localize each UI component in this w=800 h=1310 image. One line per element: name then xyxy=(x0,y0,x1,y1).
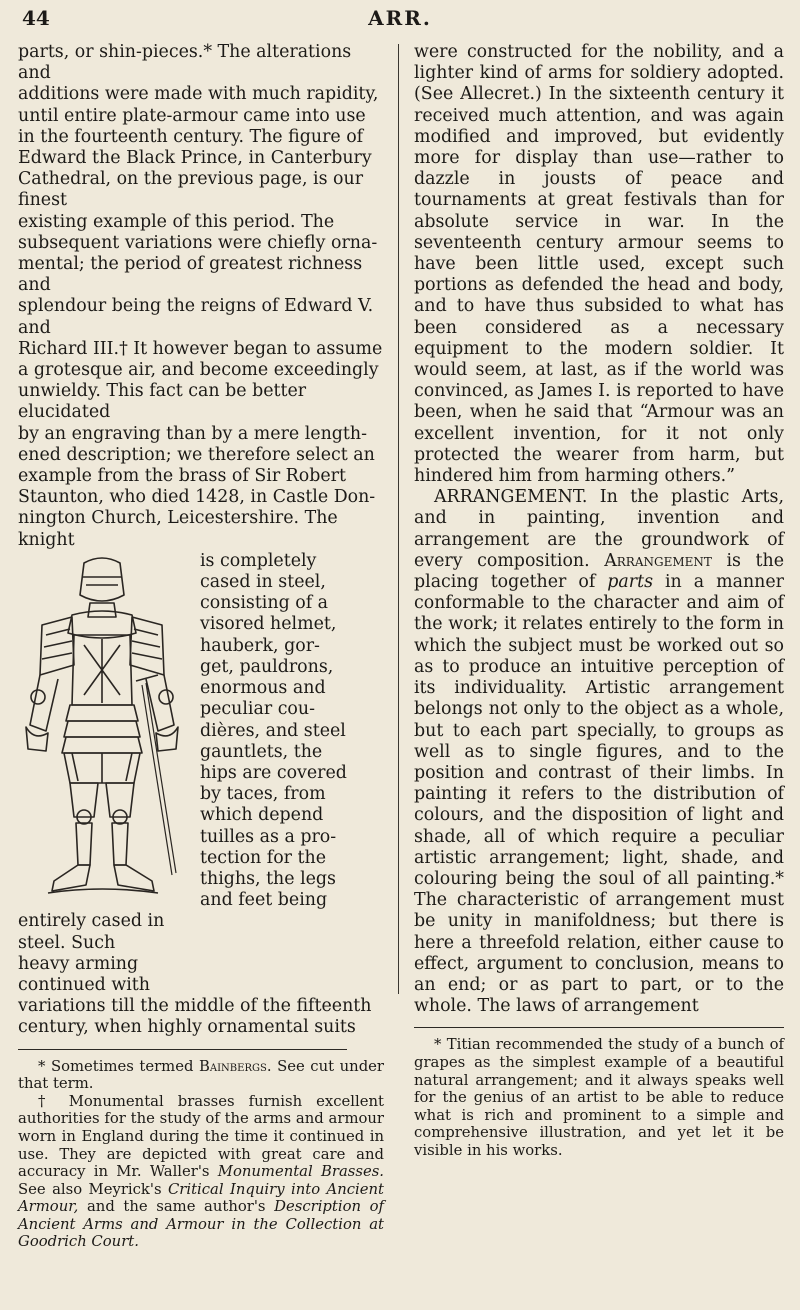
left-line: variations till the middle of the fifteenth xyxy=(18,996,372,1017)
left-line: nington Church, Leicestershire. The knight xyxy=(18,508,338,550)
para2-text-b: is the placing together of xyxy=(414,550,784,593)
right-para-1: were constructed for the nobility, and a lighter kind of arms for soldiery adopted. (See Allecret.) In the sixteenth century it received much attention, and was again modified and improved, but evidently more for display than use—rather to dazzle in jousts of peace and tournaments at great festivals than for absolute service in war. In the seventeenth century armour seems to have been little used, except such portions as defended the head and body, and to have thus subsided to what has been considered as a necessary equipment to the modern soldier. It would seem, at last, as if the world was convinced, as James I. is reported to have been, when he said that “Armour was an excellent invention, for it not only protected the wearer from harm, but hindered him from harming others.” xyxy=(414,42,784,487)
footnote-1 xyxy=(18,1058,384,1093)
left-para-after xyxy=(18,996,384,1038)
left-line: by an engraving than by a mere length- xyxy=(18,423,367,444)
left-line: splendour being the reigns of Edward V. and xyxy=(18,296,374,338)
running-head: ARR. xyxy=(368,6,432,30)
left-line: until entire plate-armour came into use xyxy=(18,105,366,126)
fn2-italic-2: Critical Inquiry into Ancient Armour, xyxy=(18,1180,384,1216)
footnote-2 xyxy=(18,1093,384,1251)
wrap-line: by taces, from xyxy=(200,784,326,805)
knight-brass-figure xyxy=(12,555,192,897)
wrap-line: peculiar cou- xyxy=(200,699,315,720)
left-line: Edward the Black Prince, in Canterbury xyxy=(18,148,372,169)
left-line: Richard III.† It however began to assume xyxy=(18,338,383,359)
wrap-line: thighs, the legs xyxy=(200,868,336,889)
fn2-text-c: and the same author's xyxy=(78,1198,275,1216)
wrap-line: hips are covered xyxy=(200,762,347,783)
fn2-italic-1: Monumental Brasses. xyxy=(217,1163,385,1181)
left-line: example from the brass of Sir Robert xyxy=(18,466,346,487)
knight-drawing xyxy=(26,558,178,893)
page-number: 44 xyxy=(22,6,50,30)
column-divider xyxy=(398,44,399,994)
para2-text-a: In the plastic Arts, and in painting, invention and arrangement are the groundwork of every composition. xyxy=(414,487,784,571)
left-line: mental; the period of greatest richness and xyxy=(18,254,363,296)
wrap-line: visored helmet, xyxy=(200,614,337,635)
wrap-line: tection for the xyxy=(200,847,326,868)
right-footnote: * Titian recommended the study of a bunch of grapes as the simplest example of a beautiful natural arrangement; and it always speaks well for the genius of an artist to be able to reduce what is rich and prominent to a simple and comprehensive illustration, and yet let it be visible in his works. xyxy=(414,1036,784,1159)
para2-text-c: in a manner conformable to the character and aim of the work; it relates entirely to the form in which the subject must be worked out so as to produce an intuitive perception of its individuality. Artistic arrangement belongs not only to the object as a whole, but to each part specially, to groups as well as to single figures, and to the position and contrast of their limbs. In painting it refers to the distribution of colours, and the disposition of light and shade, all of which require a peculiar artistic arrangement; light, shade, and colouring being the soul of all painting.* The characteristic of arrangement must be unity in manifoldness; but there is here a threefold relation, either cause to effect, argument to conclusion, means to an end; or as part to part, or to the whole. The laws of arrangement xyxy=(414,572,784,1017)
left-line: unwieldy. This fact can be better elucidated xyxy=(18,381,307,423)
right-footnotes xyxy=(414,1036,784,1159)
wrap-line: cased in steel, xyxy=(200,572,326,593)
wrap-line: heavy arming xyxy=(18,953,139,974)
para2-smallcaps: Arrangement xyxy=(604,550,712,571)
left-line: century, when highly ornamental suits xyxy=(18,1017,356,1038)
left-line: parts, or shin-pieces.* The alterations and xyxy=(18,42,352,84)
fn2-text-a: † Monumental brasses furnish excellent authorities for the study of the arms and armour worn in England during the time it continued in use. They are depicted with great care and accuracy in Mr. Waller's xyxy=(18,1092,384,1181)
wrap-line: tuilles as a pro- xyxy=(200,826,337,847)
wrap-line: consisting of a xyxy=(200,593,329,614)
wrap-line: dières, and steel xyxy=(200,720,346,741)
wrap-line: enormous and xyxy=(200,678,326,699)
fn1-smallcaps: Bainbergs. xyxy=(199,1057,272,1075)
wrap-line: entirely cased in xyxy=(18,911,165,932)
fn2-text-b: See also Meyrick's xyxy=(18,1180,168,1198)
wrap-line: which depend xyxy=(200,805,324,826)
knight-brass-illustration xyxy=(12,555,192,897)
left-line: subsequent variations were chiefly orna- xyxy=(18,232,378,253)
para2-italic: parts xyxy=(607,572,653,593)
figure-wrap xyxy=(18,551,384,996)
right-footnote-rule xyxy=(414,1027,784,1028)
fn2-italic-3: Description of Ancient Arms and Armour in the Collection at Goodrich Court. xyxy=(18,1198,385,1251)
wrap-line: is completely xyxy=(200,550,317,571)
left-column xyxy=(18,42,384,1251)
fn1-text-a: * Sometimes termed xyxy=(38,1057,200,1075)
left-line: a grotesque air, and become exceedingly xyxy=(18,360,379,381)
wrap-line: steel. Such xyxy=(18,932,116,953)
left-line: in the fourteenth century. The figure of xyxy=(18,126,364,147)
page-header xyxy=(0,6,800,36)
left-line: ened description; we therefore select an xyxy=(18,444,375,465)
wrap-line: continued with xyxy=(18,974,150,995)
wrap-line: and feet being xyxy=(200,890,328,911)
left-line: additions were made with much rapidity, xyxy=(18,84,379,105)
left-line: Cathedral, on the previous page, is our finest xyxy=(18,169,364,211)
wrap-line: get, pauldrons, xyxy=(200,656,334,677)
left-footnotes xyxy=(18,1058,384,1252)
footnote-rule xyxy=(18,1049,347,1050)
right-para-2 xyxy=(414,487,784,1017)
wrap-line: hauberk, gor- xyxy=(200,635,320,656)
left-line: Staunton, who died 1428, in Castle Don- xyxy=(18,487,376,508)
wrap-line: gauntlets, the xyxy=(200,741,323,762)
section-heading: ARRANGEMENT. xyxy=(434,487,588,508)
right-column xyxy=(414,42,784,1160)
fn1-text-b: See cut under that term. xyxy=(18,1057,384,1093)
left-line: existing example of this period. The xyxy=(18,211,335,232)
left-para-1 xyxy=(18,42,384,551)
